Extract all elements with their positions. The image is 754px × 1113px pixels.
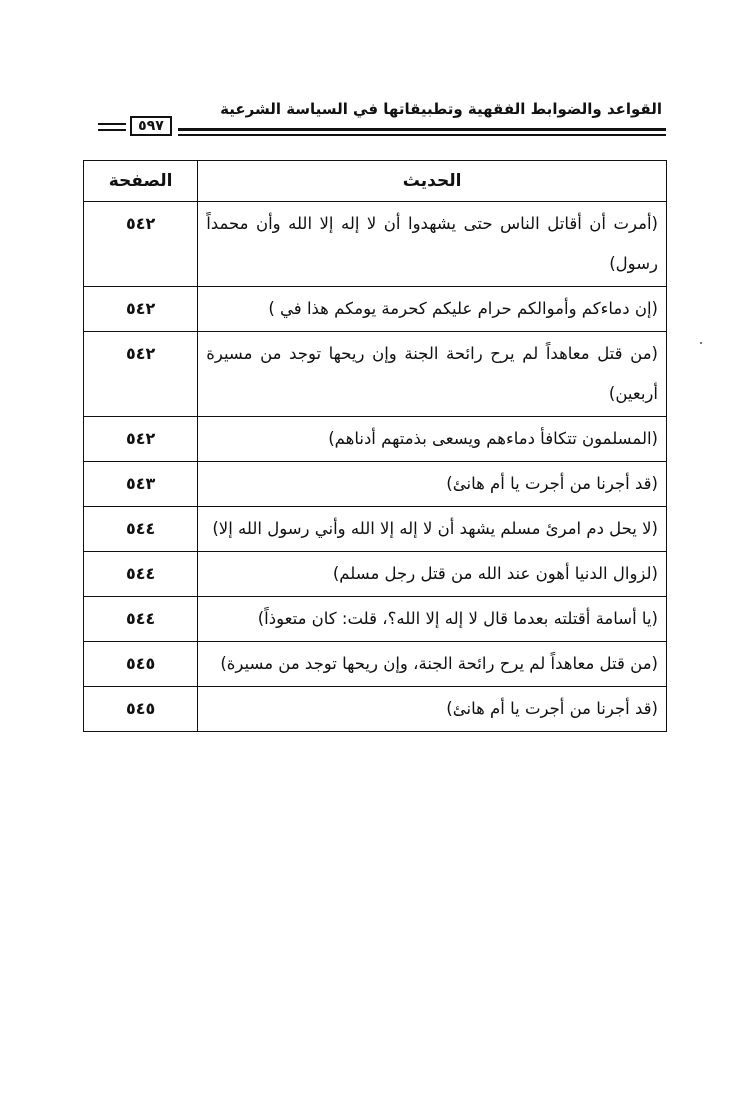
hadith-text: (من قتل معاهداً لم يرح رائحة الجنة وإن ريحها توجد من مسيرة أربعين): [198, 332, 667, 417]
table-row: [84, 597, 667, 642]
table-row: [84, 287, 667, 332]
table-row: [84, 507, 667, 552]
scan-speck: [700, 342, 702, 344]
page-number: ٥٩٧: [130, 116, 172, 136]
header-rule-left-top: [98, 123, 126, 125]
column-header-hadith: الحديث: [198, 161, 667, 202]
table-row: [84, 202, 667, 287]
page-ref: ٥٤٤: [84, 597, 198, 642]
hadith-text: (إن دماءكم وأموالكم حرام عليكم كحرمة يومكم هذا في ): [198, 287, 667, 332]
table-row: [84, 332, 667, 417]
header-rule-left-bottom: [98, 129, 126, 131]
hadith-text: (من قتل معاهداً لم يرح رائحة الجنة، وإن ريحها توجد من مسيرة): [198, 642, 667, 687]
page-ref: ٥٤٢: [84, 332, 198, 417]
hadith-text: (قد أجرنا من أجرت يا أم هانئ): [198, 687, 667, 732]
hadith-text: (قد أجرنا من أجرت يا أم هانئ): [198, 462, 667, 507]
page-ref: ٥٤٣: [84, 462, 198, 507]
column-header-page: الصفحة: [84, 161, 198, 202]
running-header: [98, 100, 666, 142]
page-ref: ٥٤٥: [84, 642, 198, 687]
hadith-index-table: [83, 160, 667, 732]
table-row: [84, 552, 667, 597]
page-ref: ٥٤٤: [84, 552, 198, 597]
page-ref: ٥٤٥: [84, 687, 198, 732]
hadith-text: (أمرت أن أقاتل الناس حتى يشهدوا أن لا إله إلا الله وأن محمداً رسول): [198, 202, 667, 287]
table-row: [84, 687, 667, 732]
hadith-text: (لزوال الدنيا أهون عند الله من قتل رجل مسلم): [198, 552, 667, 597]
page-ref: ٥٤٤: [84, 507, 198, 552]
hadith-text: (يا أسامة أقتلته بعدما قال لا إله إلا الله؟، قلت: كان متعوذاً): [198, 597, 667, 642]
header-rule-thick: [178, 128, 666, 131]
header-rule-thin: [178, 134, 666, 136]
hadith-text: (لا يحل دم امرئ مسلم يشهد أن لا إله إلا الله وأني رسول الله إلا): [198, 507, 667, 552]
table-row: [84, 417, 667, 462]
table-row: [84, 642, 667, 687]
page-ref: ٥٤٢: [84, 287, 198, 332]
page-ref: ٥٤٢: [84, 417, 198, 462]
page-ref: ٥٤٢: [84, 202, 198, 287]
book-title: القواعد والضوابط الفقهية وتطبيقاتها في السياسة الشرعية: [220, 100, 662, 118]
hadith-text: (المسلمون تتكافأ دماءهم ويسعى بذمتهم أدناهم): [198, 417, 667, 462]
table-row: [84, 462, 667, 507]
table-header-row: [84, 161, 667, 202]
